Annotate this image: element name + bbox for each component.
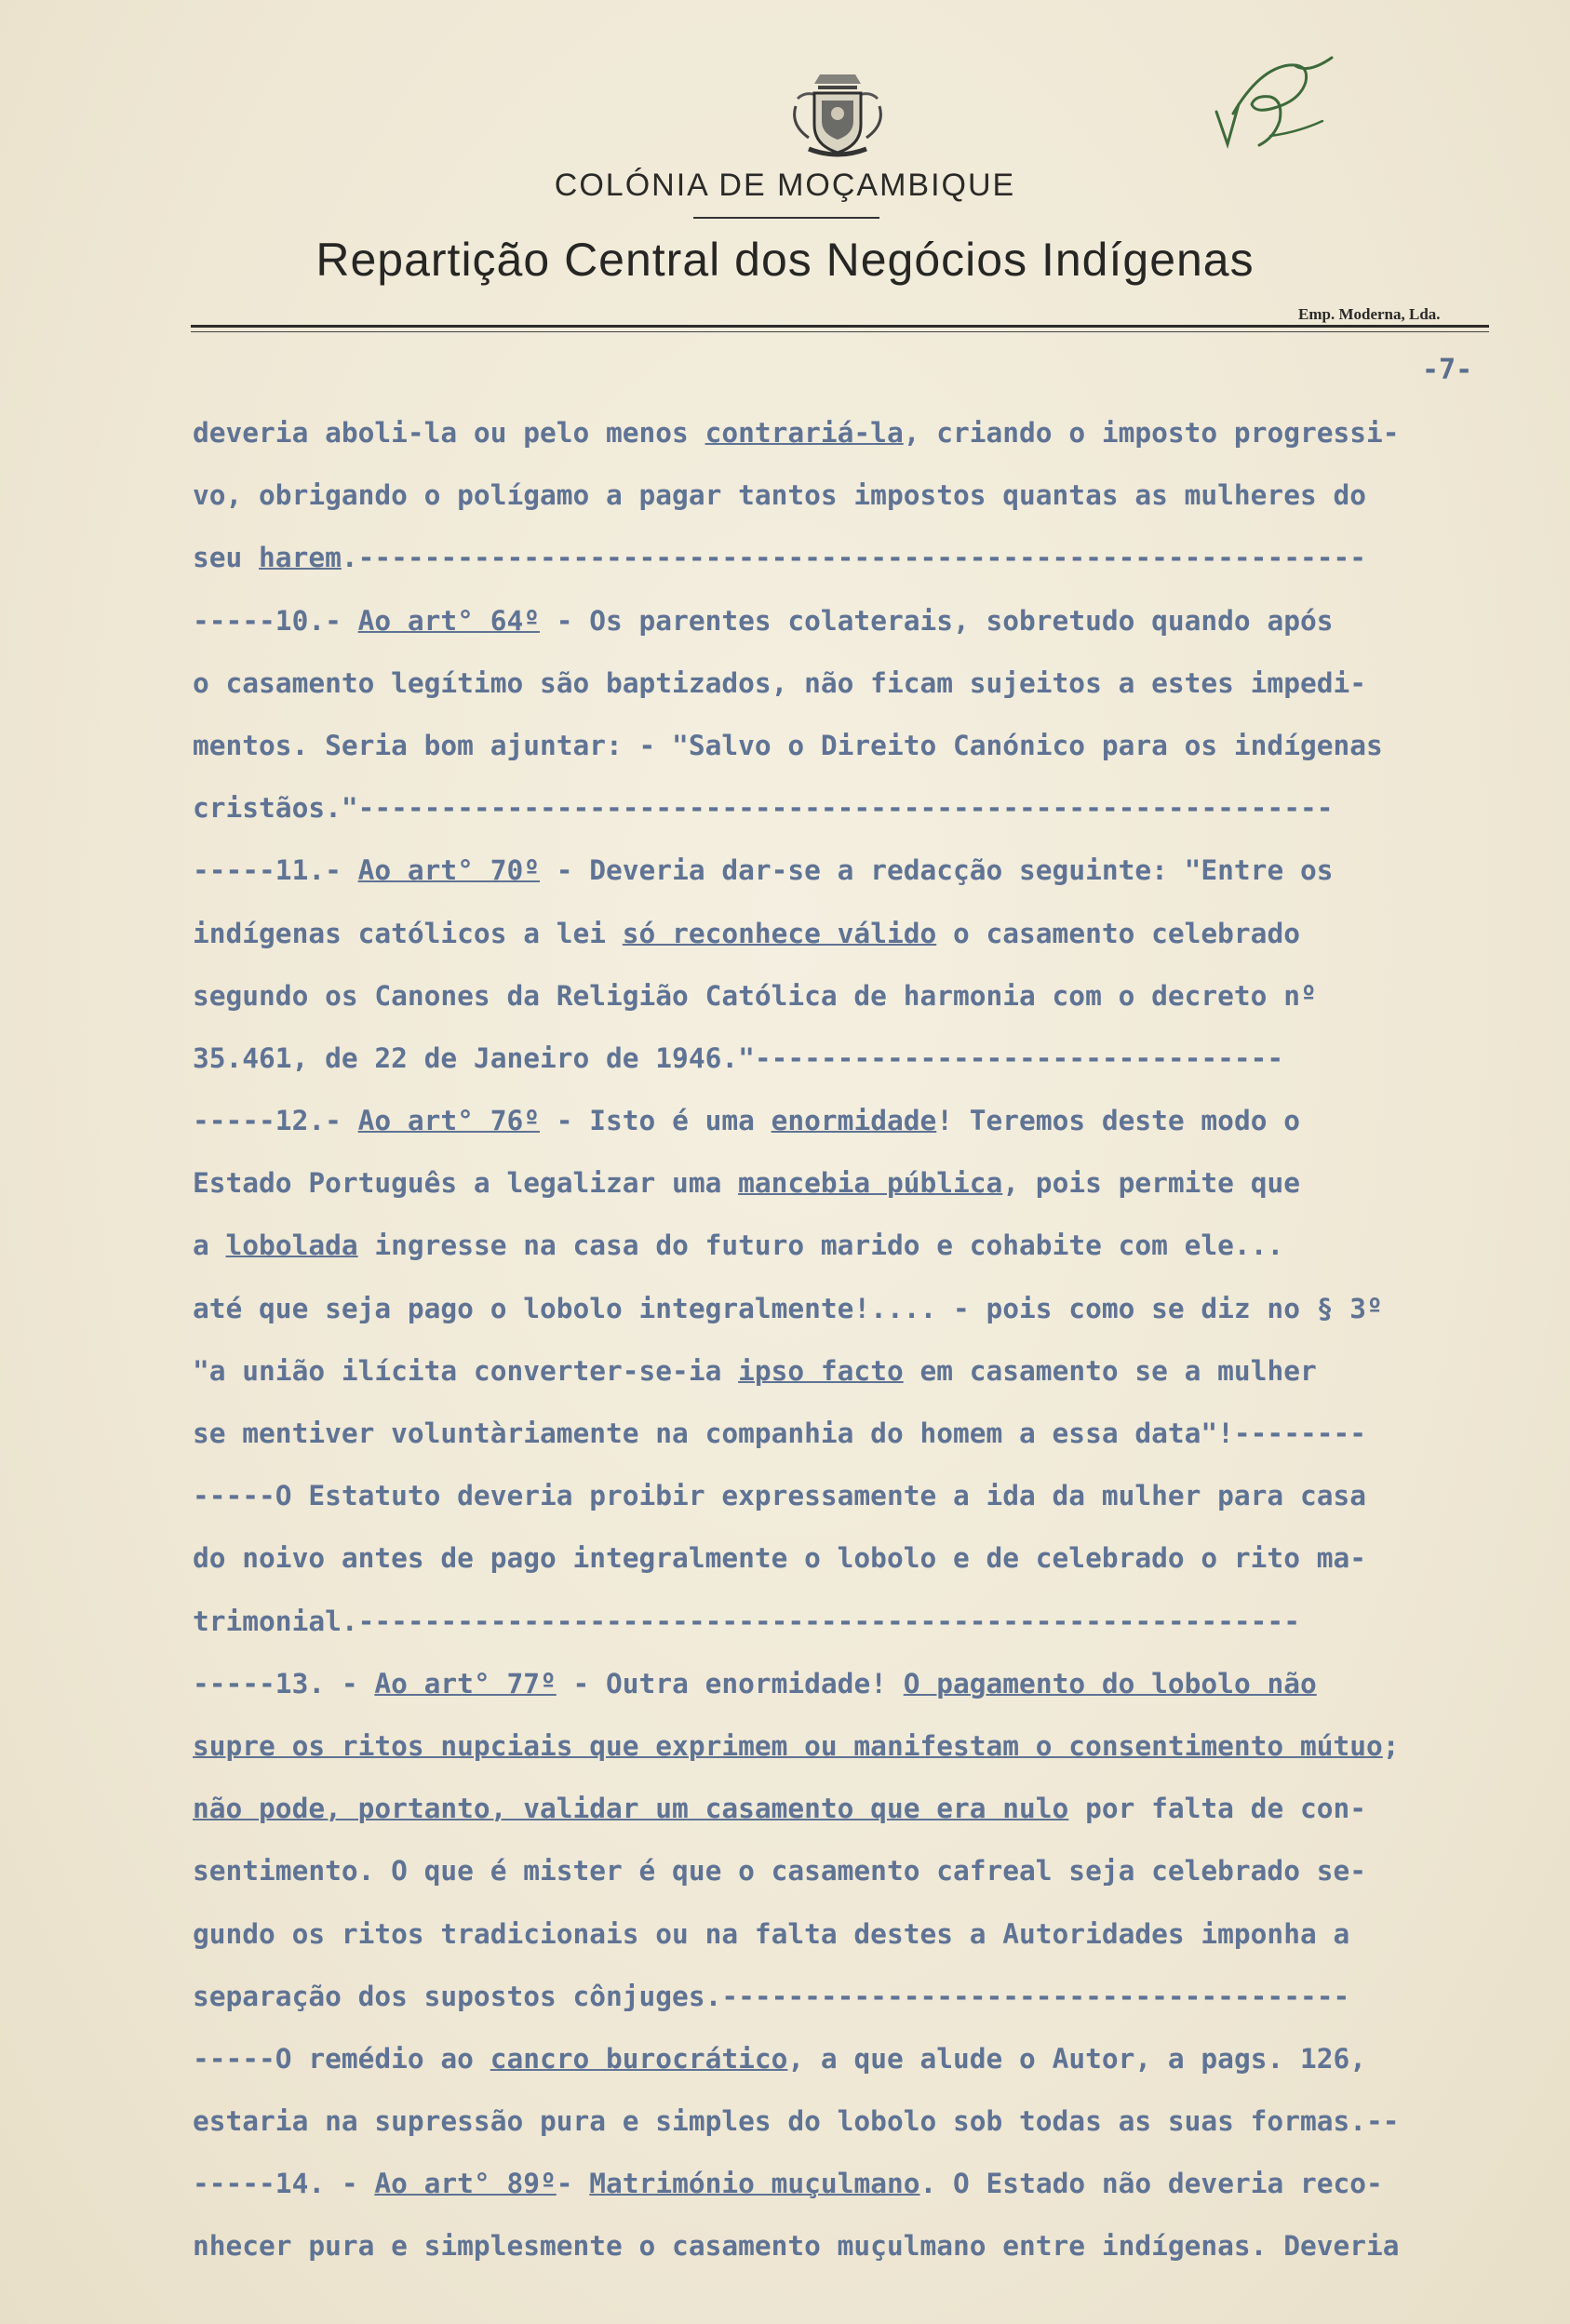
- text-line: [193, 1591, 1533, 1653]
- underlined-phrase: mancebia pública: [738, 1167, 1003, 1200]
- text-line: [193, 1653, 1533, 1715]
- text-segment: indígenas católicos a lei: [193, 917, 623, 949]
- underlined-phrase: Ao art° 76º: [357, 1105, 540, 1137]
- text-line: [193, 652, 1533, 715]
- text-line: [193, 777, 1533, 840]
- text-segment: -----12.-: [193, 1105, 358, 1137]
- text-line: [193, 715, 1533, 777]
- text-line: [193, 1340, 1533, 1403]
- printer-imprint: Emp. Moderna, Lda.: [1298, 305, 1441, 323]
- text-segment: o casamento legítimo são baptizados, não ficam sujeitos a estes impedi-: [193, 666, 1366, 699]
- text-segment: -----14. -: [193, 2168, 375, 2200]
- text-segment: -----O Estatuto deveria proibir expressamente a ida da mulher para casa: [193, 1480, 1366, 1512]
- typewritten-body: [193, 402, 1533, 2278]
- text-line: [193, 402, 1533, 464]
- text-segment: ingresse na casa do futuro marido e cohabite com ele...: [357, 1229, 1284, 1262]
- text-segment: nhecer pura e simplesmente o casamento muçulmano entre indígenas. Deveria: [193, 2230, 1400, 2263]
- text-line: [193, 2028, 1533, 2090]
- underlined-phrase: só reconhece válido: [622, 917, 937, 949]
- text-segment: cristãos."-----------------------------------------------------------: [193, 792, 1334, 825]
- text-line: [193, 1152, 1533, 1215]
- text-segment: . O Estado não deveria reco-: [919, 2168, 1383, 2200]
- text-line: [193, 1903, 1533, 1966]
- text-segment: -----O remédio ao: [193, 2042, 490, 2075]
- underlined-phrase: ipso facto: [738, 1354, 904, 1387]
- text-line: [193, 2090, 1533, 2153]
- underlined-phrase: cancro burocrático: [490, 2042, 788, 2075]
- text-segment: - Isto é uma: [539, 1105, 772, 1137]
- text-line: [193, 840, 1533, 902]
- text-segment: - Outra enormidade!: [556, 1667, 904, 1699]
- text-segment: -: [556, 2168, 590, 2200]
- office-title: Repartição Central dos Negócios Indígenas: [315, 234, 1255, 286]
- underlined-phrase: não pode, portanto, validar um casamento que era nulo: [193, 1793, 1069, 1825]
- page-number: -7-: [1422, 354, 1473, 386]
- text-line: [193, 1966, 1533, 2028]
- text-segment: -----10.-: [193, 604, 358, 637]
- text-segment: Estado Português a legalizar uma: [193, 1167, 739, 1200]
- text-line: [193, 1778, 1533, 1840]
- text-segment: , pois permite que: [1002, 1167, 1300, 1200]
- text-segment: - Os parentes colaterais, sobretudo quando após: [539, 604, 1334, 637]
- text-line: [193, 1028, 1533, 1090]
- text-line: [193, 1215, 1533, 1277]
- text-segment: 35.461, de 22 de Janeiro de 1946."--------------------------------: [193, 1041, 1284, 1074]
- text-segment: .-------------------------------------------------------------: [341, 542, 1367, 574]
- text-segment: , a que alude o Autor, a pags. 126,: [787, 2042, 1367, 2075]
- underlined-phrase: lobolada: [225, 1229, 358, 1262]
- text-line: [193, 1403, 1533, 1465]
- text-line: [193, 965, 1533, 1028]
- text-segment: trimonial.---------------------------------------------------------: [193, 1605, 1300, 1637]
- text-segment: -----13. -: [193, 1667, 375, 1699]
- text-segment: a: [193, 1229, 226, 1262]
- text-segment: mentos. Seria bom ajuntar: - "Salvo o Direito Canónico para os indígenas: [193, 729, 1383, 761]
- text-segment: se mentiver voluntàriamente na companhia do homem a essa data"!--------: [193, 1417, 1366, 1449]
- text-segment: "a união ilícita converter-se-ia: [193, 1354, 739, 1387]
- text-line: [193, 1090, 1533, 1152]
- underlined-phrase: Ao art° 64º: [357, 604, 540, 637]
- underlined-phrase: Ao art° 89º: [374, 2168, 557, 2200]
- text-segment: deveria aboli-la ou pelo menos: [193, 417, 705, 449]
- underlined-phrase: contrariá-la: [704, 417, 904, 449]
- header-rule-thin: [191, 331, 1489, 332]
- text-segment: -----11.-: [193, 854, 358, 887]
- underlined-phrase: supre os ritos nupciais que exprimem ou manifestam o consentimento mútuo: [193, 1729, 1383, 1762]
- text-line: [193, 464, 1533, 527]
- text-segment: sentimento. O que é mister é que o casamento cafreal seja celebrado se-: [193, 1855, 1366, 1887]
- text-line: [193, 527, 1533, 589]
- text-segment: até que seja pago o lobolo integralmente!.... - pois como se diz no § 3º: [193, 1292, 1383, 1324]
- heading-separator: [693, 217, 879, 219]
- text-segment: ;: [1382, 1729, 1400, 1762]
- text-segment: - Deveria dar-se a redacção seguinte: "Entre os: [539, 854, 1334, 887]
- text-segment: gundo os ritos tradicionais ou na falta destes a Autoridades imponha a: [193, 1917, 1350, 1950]
- text-line: [193, 590, 1533, 652]
- text-line: [193, 1840, 1533, 1902]
- text-line: [193, 903, 1533, 965]
- text-segment: separação dos supostos cônjuges.--------------------------------------: [193, 1980, 1350, 2012]
- text-line: [193, 2153, 1533, 2215]
- text-line: [193, 2215, 1533, 2277]
- underlined-phrase: Ao art° 77º: [374, 1667, 557, 1699]
- underlined-phrase: Matrimónio muçulmano: [589, 2168, 920, 2200]
- colony-heading: COLÓNIA DE MOÇAMBIQUE: [554, 168, 1016, 203]
- underlined-phrase: Ao art° 70º: [357, 854, 540, 887]
- underlined-phrase: harem: [259, 542, 342, 574]
- text-segment: por falta de con-: [1068, 1793, 1367, 1825]
- underlined-phrase: enormidade: [771, 1105, 937, 1137]
- text-line: [193, 1715, 1533, 1778]
- coat-of-arms-emblem: [786, 71, 889, 164]
- text-segment: o casamento celebrado: [936, 917, 1300, 949]
- text-segment: do noivo antes de pago integralmente o lobolo e de celebrado o rito ma-: [193, 1542, 1366, 1575]
- text-line: [193, 1278, 1533, 1340]
- text-line: [193, 1465, 1533, 1527]
- text-segment: estaria na supressão pura e simples do lobolo sob todas as suas formas.--: [193, 2105, 1400, 2138]
- header-rule: [191, 325, 1489, 328]
- text-segment: vo, obrigando o polígamo a pagar tantos impostos quantas as mulheres do: [193, 479, 1366, 512]
- text-segment: , criando o imposto progressi-: [903, 417, 1400, 449]
- text-segment: ! Teremos deste modo o: [936, 1105, 1300, 1137]
- text-line: [193, 1527, 1533, 1590]
- underlined-phrase: O pagamento do lobolo não: [903, 1667, 1317, 1699]
- handwritten-initials: [1205, 47, 1345, 168]
- text-segment: seu: [193, 542, 260, 574]
- text-segment: segundo os Canones da Religião Católica de harmonia com o decreto nº: [193, 979, 1317, 1012]
- text-segment: em casamento se a mulher: [903, 1354, 1317, 1387]
